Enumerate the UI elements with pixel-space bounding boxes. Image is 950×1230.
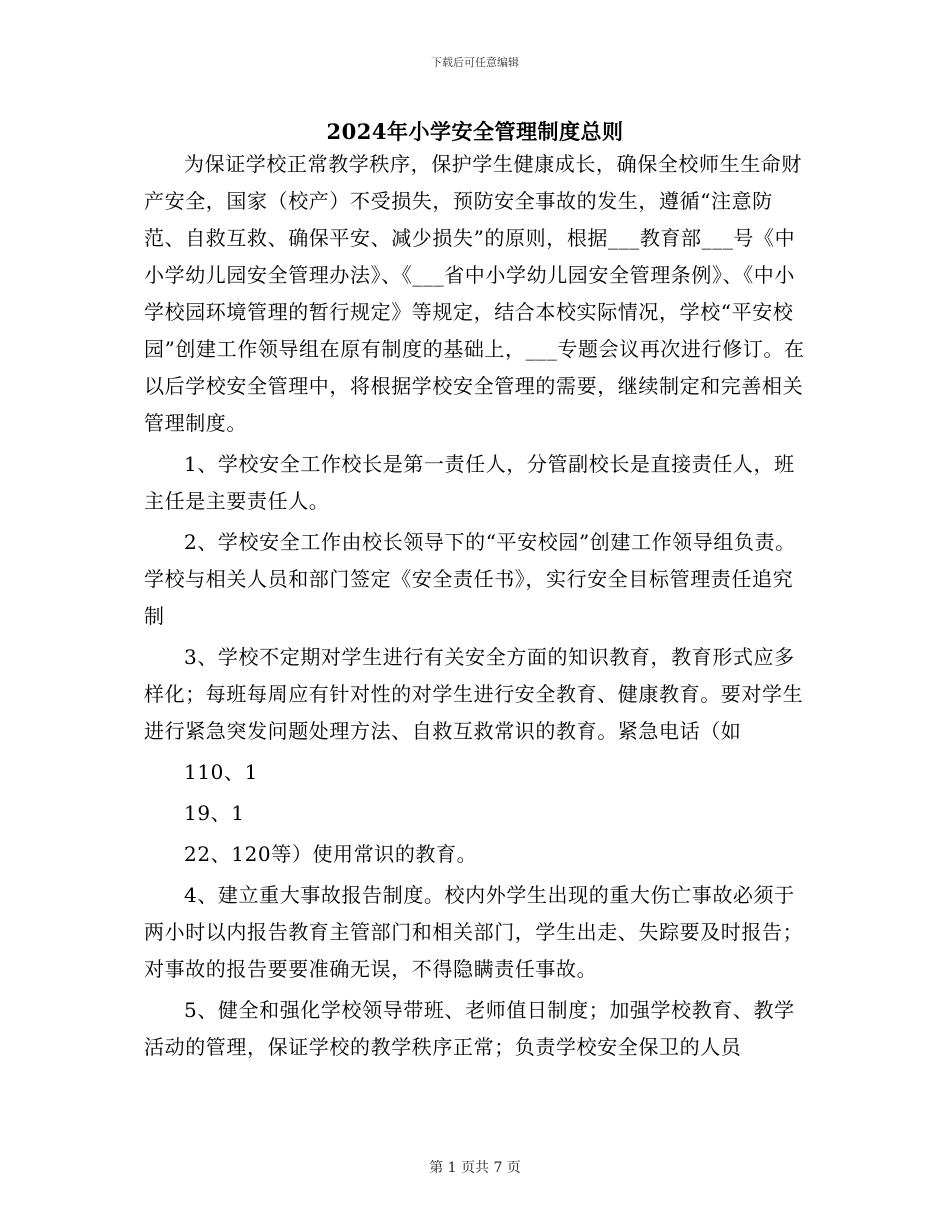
paragraph-item-1: 1、学校安全工作校长是第一责任人，分管副校长是直接责任人，班主任是主要责任人。 (144, 452, 795, 513)
paragraph-intro: 为保证学校正常教学秩序，保护学生健康成长，确保全校师生生命财产安全，国家（校产）不受损失，预防安全事故的发生，遵循“注意防范、自救互救、确保平安、减少损失”的原则，根据___教育部___号《中小学幼儿园安全管理办法》、《___省中小学幼儿园安全管理条例》、《中小学校园环境管理的暂行规定》等规定，结合本校实际情况，学校“平安校园”创建工作领导组在原有制度的基础上，___专题会议再次进行修订。在以后学校安全管理中，将根据学校安全管理的需要，继续制定和完善相关管理制度。 (144, 152, 805, 435)
paragraph-item-2: 2、学校安全工作由校长领导下的“平安校园”创建工作领导组负责。学校与相关人员和部门签定《安全责任书》，实行安全目标管理责任追究制 (144, 530, 796, 628)
paragraph-item-4: 4、建立重大事故报告制度。校内外学生出现的重大伤亡事故必须于两小时以内报告教育主管部门和相关部门，学生出走、失踪要及时报告；对事故的报告要要准确无误，不得隐瞒责任事故。 (144, 883, 804, 981)
paragraph-phone-1: 110、1 (184, 760, 258, 784)
document-title: 2024年小学安全管理制度总则 (326, 119, 624, 144)
page-footer: 第 1 页共 7 页 (429, 1160, 521, 1176)
paragraph-phone-2: 19、1 (184, 801, 245, 825)
header-note: 下载后可任意编辑 (431, 56, 519, 69)
paragraph-phone-3: 22、120等）使用常识的教育。 (184, 842, 478, 866)
paragraph-item-5: 5、健全和强化学校领导带班、老师值日制度；加强学校教育、教学活动的管理，保证学校的教学秩序正常；负责学校安全保卫的人员 (144, 998, 795, 1059)
paragraph-item-3: 3、学校不定期对学生进行有关安全方面的知识教育，教育形式应多样化；每班每周应有针对性的对学生进行安全教育、健康教育。要对学生进行紧急突发问题处理方法、自救互救常识的教育。紧急电话（如 (144, 645, 804, 743)
document-body (144, 146, 810, 1066)
